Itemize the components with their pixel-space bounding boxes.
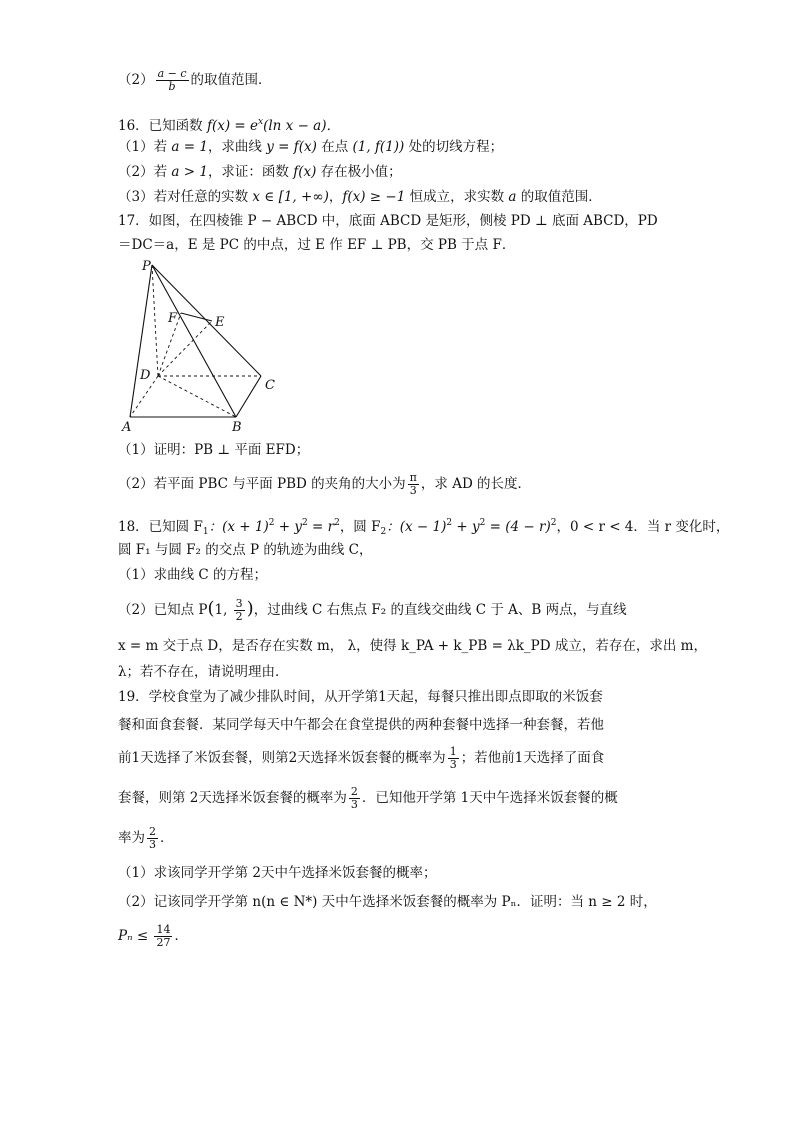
q16-p2-d: f(x) [293, 164, 317, 180]
q18-l1-sup3: 2 [334, 518, 340, 528]
q19-stem-line2: 餐和面食套餐．某同学每天中午都会在食堂提供的两种套餐中选择一种套餐，若他 [118, 717, 604, 733]
q19-frac1-num: 1 [449, 745, 457, 758]
q19-part2-line1: （2）记该同学开学第 n(n ∈ N*) 天中午选择米饭套餐的概率为 Pₙ．证明：当 n ≥ 2 时， [118, 894, 657, 910]
q18-l1-sup6: 2 [550, 518, 557, 528]
q19-fraction-3 [147, 826, 158, 851]
q15-fraction [156, 68, 189, 93]
vertex-label-c: C [265, 378, 275, 393]
q17-fraction [408, 472, 419, 497]
vertex-label-a: A [122, 420, 132, 435]
q18-l1-e: ，圆 F [339, 519, 381, 535]
q18-l1-sup4: 2 [446, 518, 453, 528]
q17-frac-den: 3 [409, 484, 417, 497]
q16-p3-g: 的取值范围． [516, 189, 602, 205]
vertex-label-b: B [232, 420, 242, 435]
q19-stem-line4 [118, 786, 618, 811]
q18-l1-sup2: 2 [301, 518, 308, 528]
q18-l1-h: = (4 − r) [485, 519, 551, 535]
q18-l1-s1: 1 [202, 527, 209, 537]
q19-stem-line1: 19．学校食堂为了减少排队时间，从开学第1天起，每餐只推出即点即取的米饭套 [118, 689, 603, 705]
q16-p2-e: 存在极小值； [316, 164, 402, 180]
q19-fraction-2 [349, 786, 360, 811]
q16-p1-b: a = 1 [171, 139, 208, 155]
q18-l1-i: ，0 < r < 4．当 r 变化时， [556, 519, 730, 535]
q18-l1-sup5: 2 [479, 518, 486, 528]
q16-p1-f: (1, f(1)) [352, 139, 405, 155]
q19-stem-line3 [118, 746, 604, 771]
q19-p2-c: ． [174, 928, 188, 944]
q17-frac-num: π [409, 471, 417, 484]
q15-part2 [118, 68, 272, 93]
q18-p2-a: （2）已知点 P [118, 602, 208, 618]
q16-p1-d: y = f(x) [266, 139, 317, 155]
vertex-label-p: P [142, 259, 151, 274]
q16-stem-x: x [258, 117, 264, 127]
q19-frac2-den: 3 [350, 798, 358, 811]
q19-fraction-1 [448, 746, 459, 771]
q16-p1-g: 处的切线方程； [404, 139, 504, 155]
q16-p1-a: （1）若 [118, 139, 172, 155]
q16-stem [118, 113, 340, 135]
q16-p2-c: ，求证：函数 [207, 164, 294, 180]
q15-frac-num: a − c [157, 67, 187, 80]
q19-stem-line5 [118, 826, 174, 851]
q18-l1-g: + y [452, 519, 480, 535]
q19-frac3-den: 3 [149, 838, 156, 851]
q16-part1 [118, 138, 503, 156]
q15-part2-rest: 的取值范围． [190, 72, 272, 88]
q17-part2 [118, 472, 531, 497]
q15-part2-label: （2） [118, 72, 154, 88]
q16-p3-f: a [508, 189, 517, 205]
q18-frac-num: 3 [235, 597, 243, 610]
q19-l4-b: ．已知他开学第 1天中午选择米饭套餐的概 [361, 790, 618, 806]
vertex-label-d: D [140, 368, 151, 383]
q18-part2-line2: x = m 交于点 D，是否存在实数 m， λ，使得 k_PA + k_PB = λk_PD 成立，若存在，求出 m， [118, 638, 707, 654]
q19-frac3-num: 2 [149, 825, 156, 838]
q18-fraction [234, 598, 245, 623]
q16-p3-e: 恒成立，求实数 [405, 189, 509, 205]
q19-l3-b: ；若他前1天选择了面食 [460, 750, 605, 766]
vertex-label-e: E [215, 315, 225, 330]
q18-l1-s2: 2 [380, 527, 387, 537]
q15-frac-den: b [168, 80, 176, 93]
q16-stem-a: 16．已知函数 [118, 118, 207, 134]
q19-frac1-den: 3 [449, 758, 457, 771]
q18-l1-c: + y [274, 519, 302, 535]
q18-l1-a: 18．已知圆 F [118, 519, 203, 535]
q19-p2-b: Pₙ ≤ [118, 928, 153, 944]
q16-stem-b: (ln x − a)． [263, 118, 340, 134]
q16-part3 [118, 188, 602, 206]
q19-l5-b: ． [160, 830, 174, 846]
q19-frac4-den: 27 [156, 936, 171, 949]
q17-p2-b: ，求 AD 的长度． [420, 476, 532, 492]
q16-part2 [118, 163, 402, 181]
q19-l3-a: 前1天选择了米饭套餐，则第2天选择米饭套餐的概率为 [118, 750, 446, 766]
q16-p1-c: ，求曲线 [207, 139, 267, 155]
q19-l4-a: 套餐，则第 2天选择米饭套餐的概率为 [118, 790, 347, 806]
q16-stem-f: f(x) = e [206, 118, 259, 134]
q18-stem-line1 [118, 514, 729, 541]
q17-stem-line1: 17．如图，在四棱锥 P − ABCD 中，底面 ABCD 是矩形，侧棱 PD ⊥ 底面 ABCD，PD [118, 213, 658, 229]
q19-frac2-num: 2 [350, 785, 358, 798]
q18-l1-f: ：(x − 1) [386, 519, 447, 535]
q18-part2-line1: （2）已知点 P(1, $\frac{3}{2}$ )，过曲线 C 右焦点 F₂ 的直线交曲线 C 于 A、B 两点，与直线 [118, 597, 627, 623]
q17-part1: （1）证明：PB ⊥ 平面 EFD； [118, 442, 310, 458]
q19-part2-line2 [118, 924, 188, 949]
q16-p3-d: f(x) ≥ −1 [342, 189, 406, 205]
q16-p2-b: a > 1 [171, 164, 208, 180]
q18-stem-line2: 圆 F₁ 与圆 F₂ 的交点 P 的轨迹为曲线 C， [118, 542, 373, 558]
q18-frac-den: 2 [235, 610, 243, 623]
q17-stem-line2: ＝DC＝a，E 是 PC 的中点，过 E 作 EF ⊥ PB，交 PB 于点 F． [118, 237, 516, 253]
q19-l5-a: 率为 [118, 830, 145, 846]
q17-p2-a: （2）若平面 PBC 与平面 PBD 的夹角的大小为 [118, 476, 406, 492]
q16-p3-c: ， [328, 189, 343, 205]
vertex-label-f: F [168, 311, 178, 326]
q18-p2-pt: 1, [214, 602, 232, 618]
q18-part1: （1）求曲线 C 的方程； [118, 567, 268, 583]
q18-l1-sup1: 2 [268, 518, 275, 528]
q16-p2-a: （2）若 [118, 164, 172, 180]
q16-p1-e: 在点 [316, 139, 353, 155]
q19-frac4-num: 14 [156, 923, 171, 936]
q18-p2-b: ，过曲线 C 右焦点 F₂ 的直线交曲线 C 于 A、B 两点，与直线 [253, 602, 627, 618]
q18-l1-d: = r [307, 519, 335, 535]
q19-part1: （1）求该同学开学第 2天中午选择米饭套餐的概率； [118, 865, 437, 881]
q18-part2-line3: λ；若不存在，请说明理由． [118, 664, 289, 680]
q18-l1-b: ：(x + 1) [208, 519, 269, 535]
q16-p3-b: x ∈ [1, +∞) [252, 189, 329, 205]
q19-fraction-4 [154, 924, 172, 949]
q16-p3-a: （3）若对任意的实数 [118, 189, 253, 205]
pyramid-figure [118, 255, 288, 435]
